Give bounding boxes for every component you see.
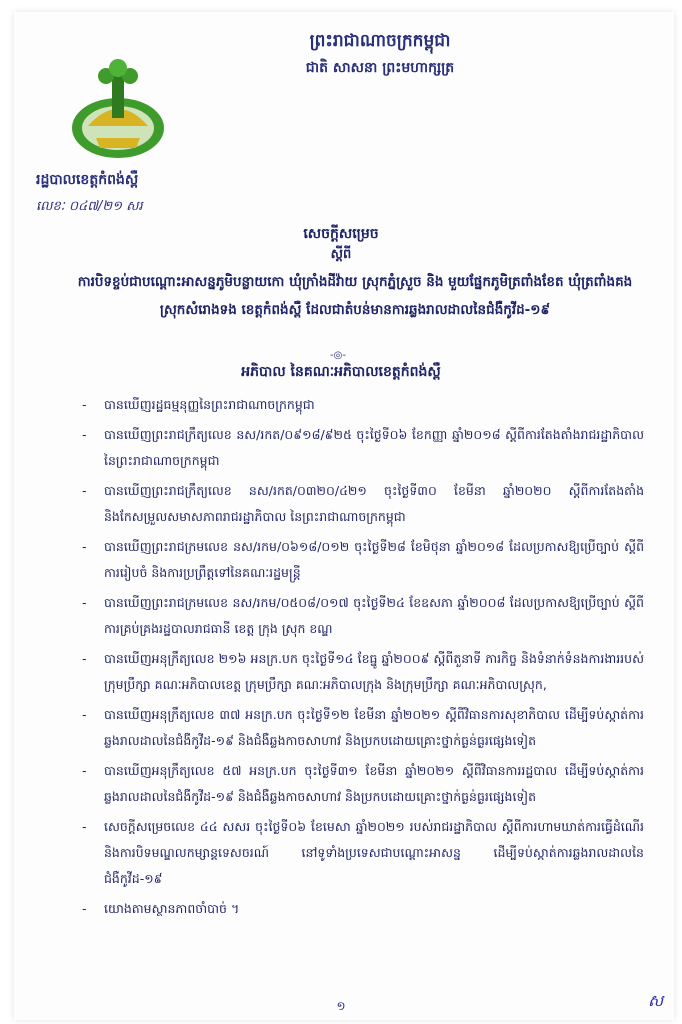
list-item: - យោងតាមស្ថានភាពចាំបាច់ ។: [82, 901, 240, 916]
kingdom-title: ព្រះរាជាណាចក្រកម្ពុជា: [309, 31, 451, 51]
list-item: - បានឃើញអនុក្រឹត្យលេខ ៥៧ អនក្រ.បក ចុះថ្ងៃទី៣១ ខែមីនា ឆ្នាំ២០២១ ស្ដីពីវិធានការរដ្ឋបាល ដើម្បីទប់ស្កាត់ការឆ្លងរាលដាលនៃជំងឺកូវីដ-១៩ និងជំងឺឆ្លងកាចសាហាវ និងប្រកបដោយគ្រោះថ្នាក់ធ្ងន់ធ្ងរផ្សេងទៀត: [82, 763, 644, 804]
national-motto: ជាតិ សាសនា ព្រះមហាក្សត្រ: [305, 60, 455, 76]
list-item: - បានឃើញព្រះរាជក្រឹត្យលេខ នស/រកត/០៣២០/៤២១ ចុះថ្ងៃទី៣០ ខែមីនា ឆ្នាំ២០២០ ស្ដីពីការតែងតាំង និងកែសម្រួលសមាសភាពរាជរដ្ឋាភិបាល នៃព្រះរាជាណាចក្រកម្ពុជា: [82, 483, 644, 524]
issuer-title: អភិបាល នៃគណៈអភិបាលខេត្តកំពង់ស្ពឺ: [241, 364, 441, 380]
list-item: - សេចក្ដីសម្រេចលេខ ៤៤ សសរ ចុះថ្ងៃទី០៦ ខែមេសា ឆ្នាំ២០២១ របស់រាជរដ្ឋាភិបាល ស្ដីពីការហាមឃាត់ការធ្វើដំណើរ និងការបិទមណ្ឌលកម្សាន្តទេសចរណ៍ នៅទូទាំងប្រទេសជាបណ្ដោះអាសន្ន ដើម្បីទប់ស្កាត់ការឆ្លងរាលដាលនៃជំងឺកូវីដ-១៩: [82, 819, 644, 886]
reference-number: លេខៈ ០៤៧/២១ សរ: [36, 199, 143, 214]
ornament-divider: -◎-: [330, 350, 346, 361]
decision-about: ស្ដីពី: [330, 247, 352, 262]
list-item: - បានឃើញព្រះរាជក្រមលេខ នស/រកម/០៥០៨/០១៧ ចុះថ្ងៃទី២៤ ខែឧសភា ឆ្នាំ២០០៨ ដែលប្រកាសឱ្យប្រើច្បាប់ ស្ដីពីការគ្រប់គ្រងរដ្ឋបាលរាជធានី ខេត្ត ក្រុង ស្រុក ខណ្ឌ: [82, 595, 644, 636]
handwritten-initial: ស: [648, 991, 664, 1010]
list-item: - បានឃើញអនុក្រឹត្យលេខ ២១៦ អនក្រ.បក ចុះថ្ងៃទី១៤ ខែធ្នូ ឆ្នាំ២០០៩ ស្ដីពីតួនាទី ភារកិច្ច និងទំនាក់ទំនងការងាររបស់ក្រុមប្រឹក្សា គណៈអភិបាលខេត្ត ក្រុមប្រឹក្សា គណៈអភិបាលក្រុង និងក្រុមប្រឹក្សា គណៈអភិបាលស្រុក,: [82, 651, 644, 692]
list-item: - បានឃើញព្រះរាជក្រឹត្យលេខ នស/រកត/០៩១៨/៩២៥ ចុះថ្ងៃទី០៦ ខែកញ្ញា ឆ្នាំ២០១៨ ស្ដីពីការតែងតាំងរាជរដ្ឋាភិបាល នៃព្រះរាជាណាចក្រកម្ពុជា: [82, 427, 644, 468]
page-number: ១: [336, 999, 346, 1013]
list-item: - បានឃើញព្រះរាជក្រមលេខ នស/រកម/០៦១៨/០១២ ចុះថ្ងៃទី២៨ ខែមិថុនា ឆ្នាំ២០១៨ ដែលប្រកាសឱ្យប្រើច្បាប់ ស្ដីពីការរៀបចំ និងការប្រព្រឹត្តទៅនៃគណៈរដ្ឋមន្ត្រី: [82, 539, 644, 580]
provincial-emblem-icon: [66, 56, 170, 160]
list-item: - បានឃើញអនុក្រឹត្យលេខ ៣៧ អនក្រ.បក ចុះថ្ងៃទី១២ ខែមីនា ឆ្នាំ២០២១ ស្ដីពីវិធានការសុខាភិបាល ដើម្បីទប់ស្កាត់ការឆ្លងរាលដាលនៃជំងឺកូវីដ-១៩ និងជំងឺឆ្លងកាចសាហាវ និងប្រកបដោយគ្រោះថ្នាក់ធ្ងន់ធ្ងរផ្សេងទៀត: [82, 707, 644, 748]
decision-subject: ការបិទខ្ចប់ជាបណ្ដោះអាសន្នភូមិបន្លាយកោ ឃុំក្រាំងដីវ៉ាយ ស្រុកភ្នំស្រួច និង មួយផ្នែកភូមិត្រពាំងខែត ឃុំត្រពាំងគង ស្រុកសំរោងទង ខេត្តកំពង់ស្ពឺ ដែលជាតំបន់មានការឆ្លងរាលដាលនៃជំងឺកូវីដ-១៩: [77, 274, 633, 318]
decision-title: សេចក្ដីសម្រេច: [303, 226, 379, 242]
considerations-list: [82, 392, 644, 926]
list-item: - បានឃើញរដ្ឋធម្មនុញ្ញនៃព្រះរាជាណាចក្រកម្ពុជា: [82, 397, 315, 412]
issuing-administration: រដ្ឋបាលខេត្តកំពង់ស្ពឺ: [36, 172, 139, 188]
